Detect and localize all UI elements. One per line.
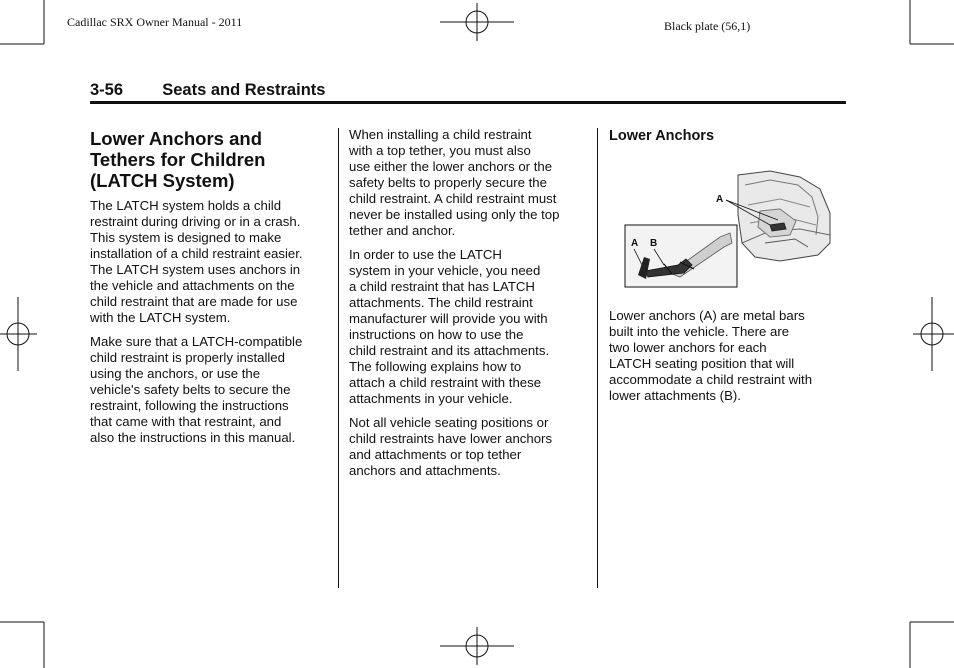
column-1: [90, 128, 335, 454]
page-number: 3-56: [90, 81, 124, 99]
svg-text:A: A: [631, 238, 639, 249]
plate-label: Black plate (56,1): [664, 19, 751, 33]
column-3: [609, 127, 849, 145]
paragraph: Lower anchors (A) are metal bars built into the vehicle. There are two lower anchors for each LATCH seating position that will accommodate a child restraint with lower attachments (B).: [609, 308, 813, 403]
paragraph: When installing a child restraint with a top tether, you must also use either the lower anchors or the safety belts to properly secure the child restraint. A child restraint must never be installed using only the top tether and anchor.: [349, 127, 560, 238]
lower-anchors-heading: Lower Anchors: [609, 128, 715, 144]
section-header: [90, 81, 325, 100]
latch-heading: Lower Anchors and Tethers for Children (LATCH System): [90, 128, 266, 191]
lower-anchors-illustration: [620, 165, 845, 292]
vehicle-seat-drawing: [738, 171, 830, 261]
column-divider-1: [338, 128, 339, 588]
section-rule: [90, 101, 846, 104]
paragraph: Make sure that a LATCH-compatible child restraint is properly installed using the anchors, or use the vehicle's safety belts to secure the restraint, following the instructions that came with that restraint, and also the instructions in this manual.: [90, 334, 303, 445]
column-divider-2: [597, 128, 598, 588]
paragraph: The LATCH system holds a child restraint during driving or in a crash. This system is designed to make installation of a child restraint easier. The LATCH system uses anchors in the vehicle and attachments on the child restraint that are made for use with the LATCH system.: [90, 198, 303, 325]
manual-title: Cadillac SRX Owner Manual - 2011: [67, 15, 243, 29]
anchor-detail-inset: [625, 225, 737, 287]
section-title: Seats and Restraints: [162, 81, 326, 99]
column-2: [349, 127, 589, 487]
svg-text:B: B: [650, 238, 658, 249]
paragraph: Not all vehicle seating positions or child restraints have lower anchors and attachments or top tether anchors and attachments.: [349, 415, 553, 478]
svg-text:A: A: [716, 194, 724, 205]
column-3-body: [609, 308, 849, 412]
paragraph: In order to use the LATCH system in your vehicle, you need a child restraint that has LATCH attachments. The child restraint manufacturer will provide you with instructions on how to use the child restraint and its attachments. The following explains how to attach a child restraint with these attachments in your vehicle.: [349, 247, 550, 406]
